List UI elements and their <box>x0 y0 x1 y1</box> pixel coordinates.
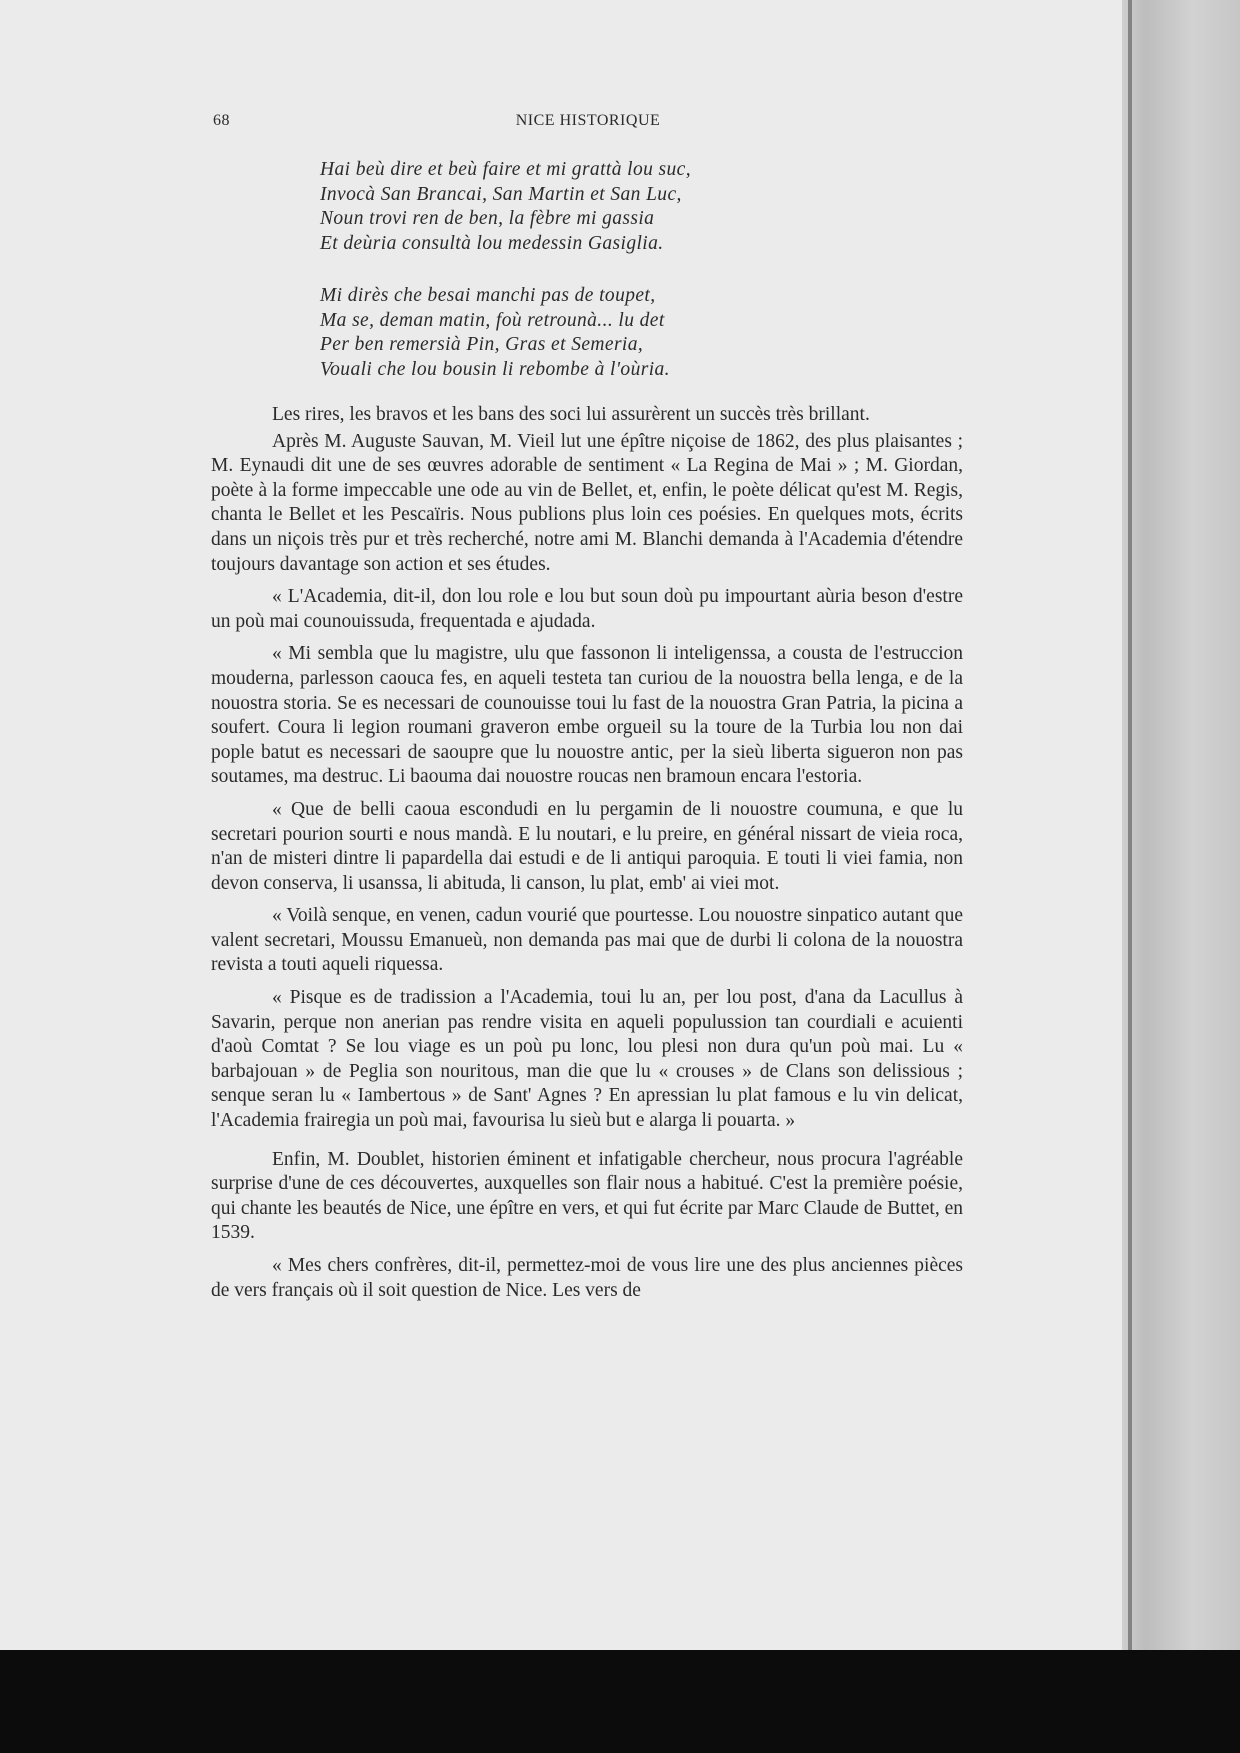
page-header <box>213 112 963 136</box>
running-title: NICE HISTORIQUE <box>515 112 661 129</box>
paragraph: « Pisque es de tradission a l'Academia, toui lu an, per lou post, d'ana da Lacullus à Savarin, perque non anerian pas rendre visita en aqueli populussion tan courdiali e acuienti d'aoù Comtat ? Se lou viage es un poù pu lonc, lou plesi non dura qu'un poù mai. Lu « barbajouan » de Peglia son nouritous, man die que lu « crouses » de Clans son delissious ; senque seran lu « Iambertous » de Sant' Agnes ? En apressian lu plat famous e lu vin delicat, l'Academia frairegia un poù mai, favourisa lu sieù but e alarga li pouarta. » <box>211 987 963 1132</box>
page-edge-shadow <box>1122 0 1240 1650</box>
paragraph: « Que de belli caoua escondudi en lu pergamin de li nouostre coumuna, e que lu secretari pourion sourti e nous mandà. E lu noutari, e lu preire, en général nissart de vieia roca, n'an de misteri dintre li papardella dai estudi e de li antiqui paroquia. E touti li viei famia, non devon conserva, li usanssa, li abituda, li canson, lu plat, emb' ai viei mot. <box>211 798 963 894</box>
page-number: 68 <box>213 112 230 129</box>
paragraph: « Voilà senque, en venen, cadun vourié que pourtesse. Lou nouostre sinpatico autant que valent secretari, Moussu Emanueù, non demanda pas mai que de durbi li colona de la nouostra revista a touti aqueli riquessa. <box>211 905 963 976</box>
paragraph: « Mes chers confrères, dit-il, permettez-moi de vous lire une des plus anciennes pièces de vers français où il soit question de Nice. Les vers de <box>211 1255 963 1301</box>
poem-line: Vouali che lou bousin li rebombe à l'oùria. <box>320 358 670 380</box>
poem-line: Per ben remersià Pin, Gras et Semeria, <box>320 334 644 355</box>
paragraph: Enfin, M. Doublet, historien éminent et infatigable chercheur, nous procura l'agréable surprise d'une de ces découvertes, auxquelles son flair nous a habitué. C'est la première poésie, qui chante les beautés de Nice, une épître en vers, et qui fut écrite par Marc Claude de Buttet, en 1539. <box>211 1148 963 1244</box>
poem-line: Invocà San Brancai, San Martin et San Luc, <box>320 183 682 205</box>
poem-line: Hai beù dire et beù faire et mi grattà lou suc, <box>320 159 692 180</box>
paragraph: « L'Academia, dit-il, don lou role e lou but soun doù pu impourtant aùria beson d'estre un poù mai counouissuda, frequentada e ajudada. <box>211 586 963 632</box>
poem-line: Mi dirès che besai manchi pas de toupet, <box>320 285 656 306</box>
poem-line: Et deùria consultà lou medessin Gasiglia. <box>320 232 664 254</box>
poem-line: Ma se, deman matin, foù retrounà... lu det <box>320 309 665 331</box>
poem-line: Noun trovi ren de ben, la fèbre mi gassia <box>320 208 655 229</box>
poem-stanza-1 <box>320 158 691 256</box>
page-edge-line <box>1128 0 1132 1650</box>
scanner-bottom-band <box>0 1650 1240 1753</box>
paragraph: « Mi sembla que lu magistre, ulu que fassonon li inteligenssa, a cousta de l'estruccion mouderna, parlesson caouca fes, en aqueli testeta tan curiou de la nouostra bella lenga, e de la nouostra storia. Se es necessari de counouisse toui lu fast de la nouostra Gran Patria, la picina a soufert. Coura li legion roumani graveron embe orgueil su la toure de la Turbia lou non dai pople batut es necessari de saoupre que lu nouostre antic, per la sieù liberta sigueron non pas soutames, ma destruc. Li baouma dai nouostre roucas nen bramoun encara l'estoria. <box>211 643 963 788</box>
paragraph: Les rires, les bravos et les bans des soci lui assurèrent un succès très brillant. <box>272 404 870 425</box>
poem-stanza-2 <box>320 284 670 382</box>
paragraph: Après M. Auguste Sauvan, M. Vieil lut une épître niçoise de 1862, des plus plaisantes ; M. Eynaudi dit une de ses œuvres adorable de sentiment « La Regina de Mai » ; M. Giordan, poète à la forme impeccable une ode au vin de Bellet, et, enfin, le poète délicat qu'est M. Regis, chanta le Bellet et les Pescaïris. Nous publions plus loin ces poésies. En quelques mots, écrits dans un niçois très pur et très recherché, notre ami M. Blanchi demanda à l'Academia d'étendre toujours davantage son action et ses études. <box>211 430 963 575</box>
body-text <box>211 403 963 1305</box>
